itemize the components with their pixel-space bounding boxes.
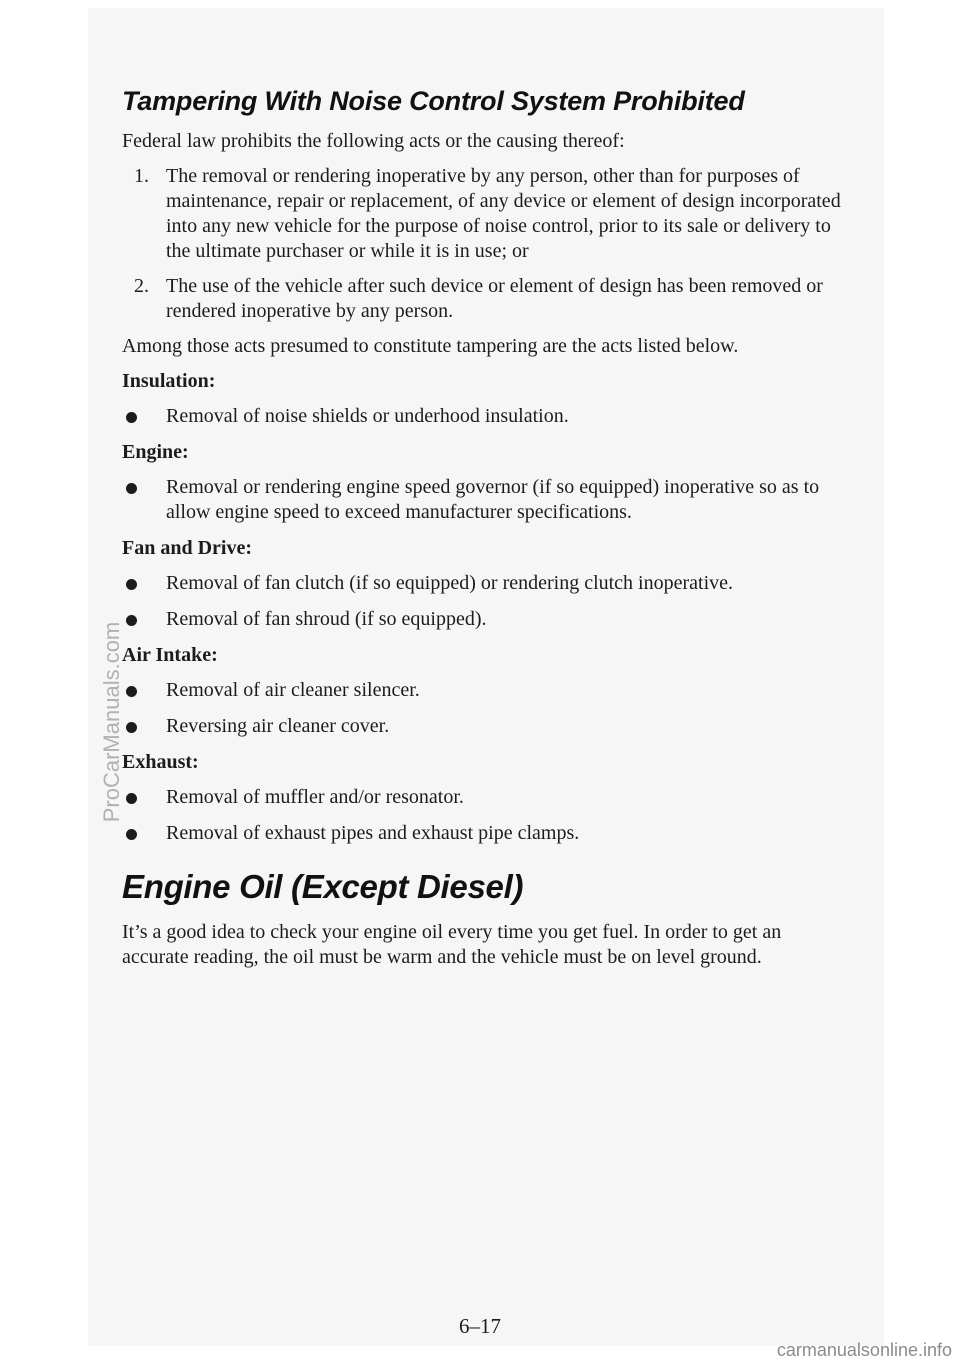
list-item-text: Removal of fan clutch (if so equipped) or rendering clutch inoperative. (166, 572, 734, 594)
item-number: 2. (134, 275, 149, 297)
bullet-list-exhaust (122, 785, 842, 846)
list-item (122, 678, 842, 703)
watermark-bottom: carmanualsonline.info (776, 1340, 952, 1360)
intro-paragraph: Federal law prohibits the following acts or the causing thereof: (122, 130, 625, 152)
bullet-icon (126, 483, 137, 494)
list-item (122, 404, 842, 429)
numbered-list (122, 164, 842, 324)
watermark-vertical-text: ProCarManuals.com (99, 621, 124, 823)
bullet-icon (126, 722, 137, 733)
among-paragraph: Among those acts presumed to constitute tampering are the acts listed below. (122, 335, 739, 357)
item-text: The removal or rendering inoperative by any person, other than for purposes of maintenance, repair or replacement, of any device or element of design incorporated into any new vehicle for the purpose of noise control, prior to its sale or delivery to the ultimate purchaser or while it is in use; or (166, 165, 841, 262)
section-title-engine-oil: Engine Oil (Except Diesel) (122, 868, 524, 905)
item-text: The use of the vehicle after such device or element of design has been removed or rendered inoperative by any person. (166, 275, 823, 322)
bullet-list-air-intake (122, 678, 842, 739)
heading-exhaust: Exhaust: (122, 751, 199, 773)
bullet-icon (126, 579, 137, 590)
bullet-icon (126, 686, 137, 697)
bullet-list-insulation (122, 404, 842, 429)
heading-air-intake: Air Intake: (122, 644, 218, 666)
list-item-text: Reversing air cleaner cover. (166, 715, 390, 737)
heading-insulation: Insulation: (122, 370, 216, 392)
bullet-icon (126, 412, 137, 423)
page-number: 6–17 (459, 1314, 501, 1338)
bullet-icon (126, 829, 137, 840)
section-title-tampering: Tampering With Noise Control System Prohibited (122, 86, 745, 116)
list-item (122, 475, 842, 525)
numbered-item (122, 164, 842, 264)
engine-oil-paragraph: It’s a good idea to check your engine oil every time you get fuel. In order to get an accurate reading, the oil must be warm and the vehicle must be on level ground. (122, 921, 782, 968)
bullet-icon (126, 615, 137, 626)
bullet-list-engine (122, 475, 842, 525)
list-item-text: Removal or rendering engine speed governor (if so equipped) inoperative so as to allow engine speed to exceed manufacturer specifications. (166, 476, 820, 523)
list-item (122, 714, 842, 739)
list-item (122, 571, 842, 596)
numbered-item (122, 274, 842, 324)
list-item (122, 821, 842, 846)
bullet-list-fan-and-drive (122, 571, 842, 632)
list-item-text: Removal of noise shields or underhood insulation. (166, 405, 569, 427)
bullet-icon (126, 793, 137, 804)
list-item (122, 607, 842, 632)
heading-fan-and-drive: Fan and Drive: (122, 537, 252, 559)
heading-engine: Engine: (122, 441, 189, 463)
item-number: 1. (134, 165, 149, 187)
list-item (122, 785, 842, 810)
list-item-text: Removal of fan shroud (if so equipped). (166, 608, 487, 630)
page-content (122, 86, 842, 970)
list-item-text: Removal of exhaust pipes and exhaust pipe clamps. (166, 822, 580, 844)
list-item-text: Removal of air cleaner silencer. (166, 679, 420, 701)
list-item-text: Removal of muffler and/or resonator. (166, 786, 464, 808)
